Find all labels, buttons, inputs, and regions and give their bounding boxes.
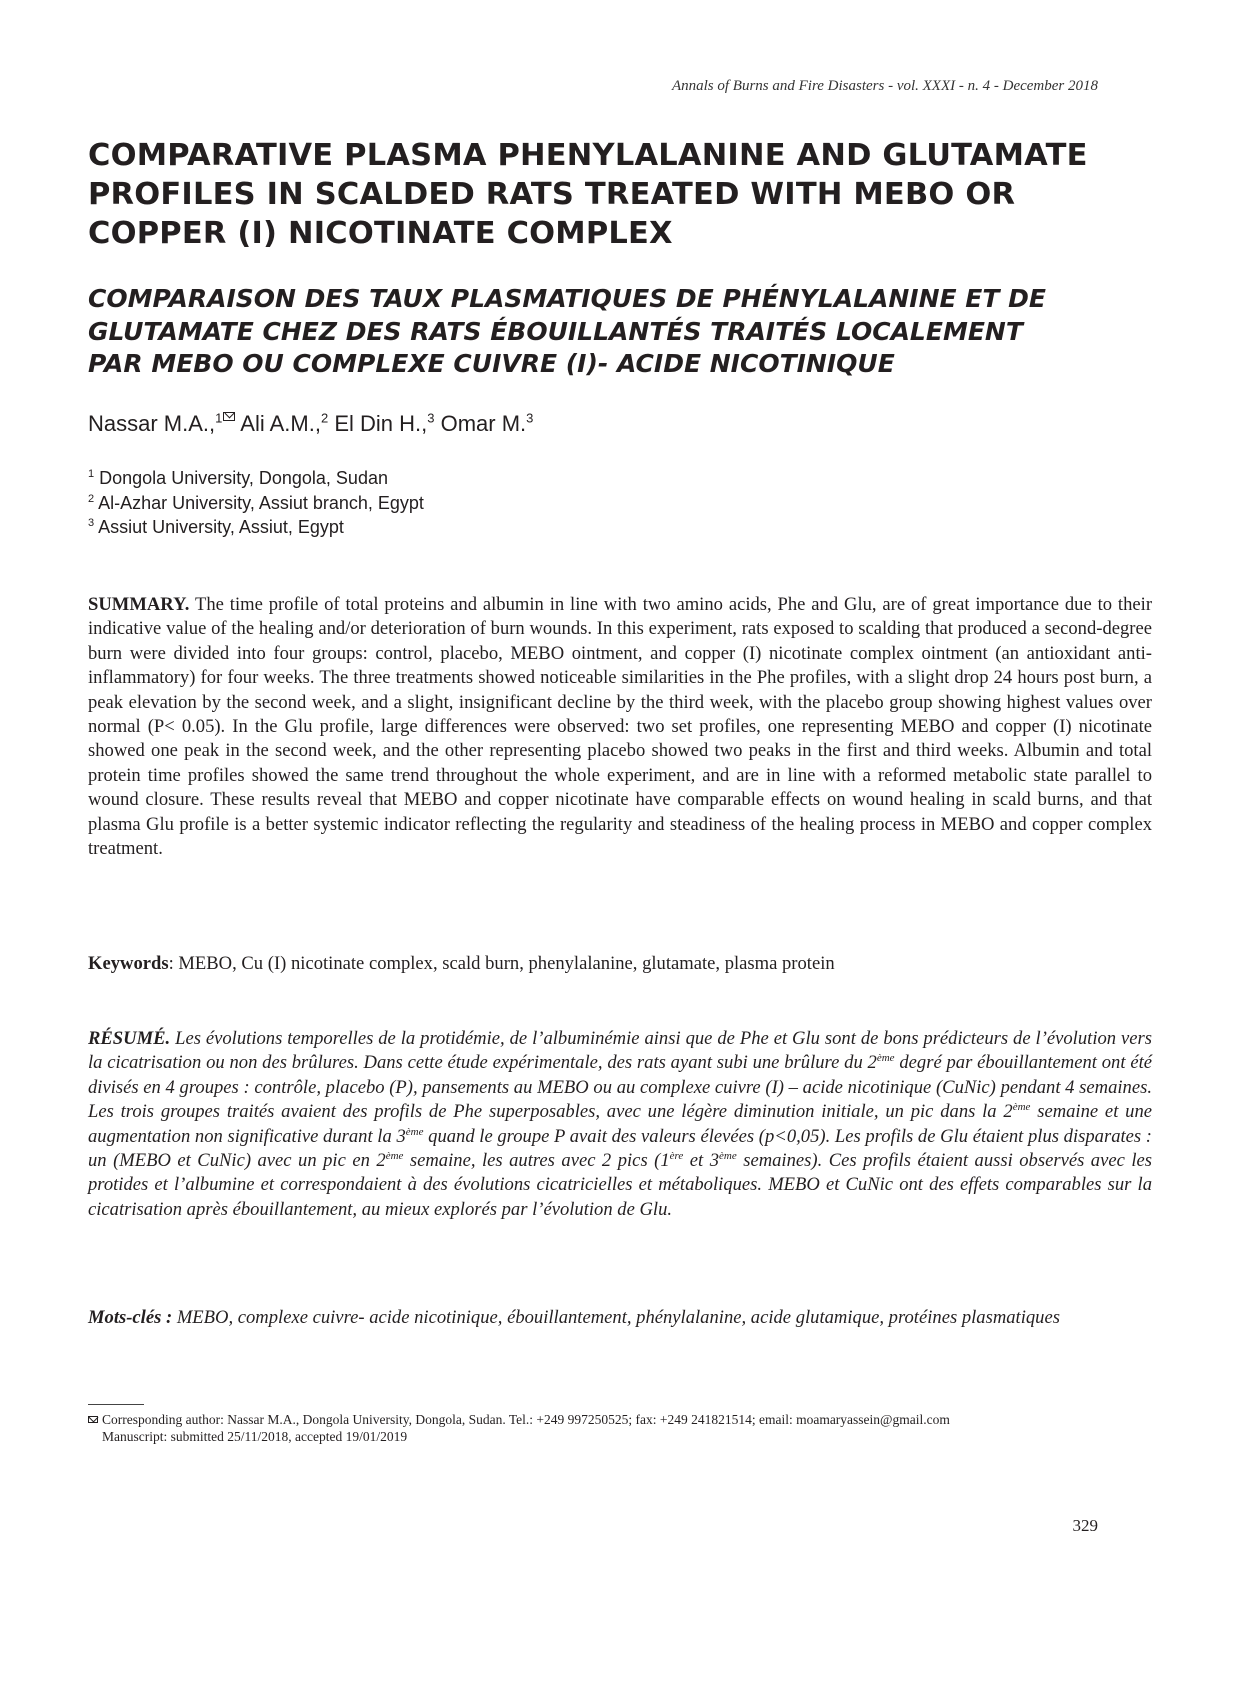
ordinal-sup: ème bbox=[876, 1052, 895, 1065]
page-number: 329 bbox=[1072, 1516, 1098, 1535]
title-fr-line: GLUTAMATE CHEZ DES RATS ÉBOUILLANTÉS TRAITÉS LOCALEMENT bbox=[88, 316, 1023, 346]
keywords-label: Keywords bbox=[88, 953, 169, 974]
keywords-text: : MEBO, Cu (I) nicotinate complex, scald burn, phenylalanine, glutamate, plasma protein bbox=[168, 953, 835, 974]
author-name: El Din H., bbox=[334, 411, 428, 436]
title-fr-line: PAR MEBO OU COMPLEXE CUIVRE (I)- ACIDE NICOTINIQUE bbox=[88, 349, 895, 378]
motscles-text: MEBO, complexe cuivre- acide nicotinique, ébouillantement, phénylalanine, acide glutamique, protéines plasmatiques bbox=[172, 1307, 1060, 1328]
footnote-divider bbox=[88, 1404, 144, 1405]
motscles-paragraph bbox=[88, 1306, 1152, 1330]
resume-text: semaine et une augmentation non significative durant la 3 bbox=[88, 1101, 1152, 1147]
envelope-icon bbox=[223, 412, 235, 421]
affiliation-text: Dongola University, Dongola, Sudan bbox=[99, 468, 388, 488]
title-line: PROFILES IN SCALDED RATS TREATED WITH MEBO OR bbox=[88, 177, 1016, 212]
author-name: Omar M. bbox=[440, 411, 527, 436]
title-line: COMPARATIVE PLASMA PHENYLALANINE AND GLUTAMATE bbox=[88, 138, 1088, 173]
affiliation bbox=[88, 491, 424, 516]
envelope-icon bbox=[88, 1416, 98, 1423]
running-head: Annals of Burns and Fire Disasters - vol. XXXI - n. 4 - December 2018 bbox=[671, 78, 1098, 94]
author-name: Nassar M.A., bbox=[88, 411, 216, 436]
ordinal-sup: ème bbox=[385, 1149, 404, 1162]
affiliation-list bbox=[88, 466, 424, 540]
author-name: Ali A.M., bbox=[240, 411, 321, 436]
summary-label: SUMMARY. bbox=[88, 594, 190, 615]
resume-text: quand le groupe P avait des valeurs élevées (p<0,05). Les profils de Glu étaient plus disparates : un (MEBO et CuNic) avec un pic en 2 bbox=[88, 1125, 1153, 1172]
resume-text: et 3 bbox=[683, 1150, 719, 1172]
ordinal-sup: ère bbox=[669, 1149, 684, 1162]
summary-text: The time profile of total proteins and albumin in line with two amino acids, Phe and Glu, are of great importance due to their indicative value of the healing and/or deterioration of burn wounds. In this experiment, rats exposed to scalding that produced a second-degree burn were divided into four groups: control, placebo, MEBO ointment, and copper (I) nicotinate complex ointment (an antioxidant anti-inflammatory) for four weeks. The three treatments showed noticeable similarities in the Phe profiles, with a slight drop 24 hours post burn, a peak elevation by the second week, and a slight, insignificant decline by the third week, with the placebo group showing highest values over normal (P< 0.05). In the Glu profile, large differences were observed: two set profiles, one representing MEBO and copper (I) nicotinate showed one peak in the second week, and the other representing placebo showed two peaks in the first and third weeks. Albumin and total protein time profiles showed the same trend throughout the whole experiment, and are in line with a reformed metabolic state parallel to wound closure. These results reveal that MEBO and copper nicotinate have comparable effects on wound healing in scald burns, and that plasma Glu profile is a better systemic indicator reflecting the regularity and steadiness of the healing process in MEBO and copper complex treatment. bbox=[88, 594, 1153, 860]
footnote-corresponding-text: Corresponding author: Nassar M.A., Dongola University, Dongola, Sudan. Tel.: +249 997250525; fax: +249 241821514; email: moamaryassein@gmail.com bbox=[102, 1412, 950, 1427]
resume-paragraph bbox=[88, 1027, 1152, 1222]
author-list bbox=[88, 411, 533, 437]
author-affiliation-sup: 1 bbox=[215, 410, 223, 426]
author-affiliation-sup: 2 bbox=[320, 410, 329, 426]
affiliation-text: Assiut University, Assiut, Egypt bbox=[98, 517, 344, 537]
affiliation-sup: 1 bbox=[88, 468, 95, 480]
article-title bbox=[88, 136, 1152, 253]
keywords-paragraph bbox=[88, 952, 1152, 976]
resume-text: Les évolutions temporelles de la protidémie, de l’albuminémie ainsi que de Phe et Glu sont de bons prédicteurs de l’évolution vers la cicatrisation ou non des brûlures. Dans cette étude expérimentale, des rats ayant subi une brûlure du 2 bbox=[88, 1028, 1152, 1074]
affiliation bbox=[88, 515, 424, 540]
author-affiliation-sup: 3 bbox=[526, 410, 534, 426]
summary-paragraph bbox=[88, 593, 1152, 861]
resume-text: semaine, les autres avec 2 pics (1 bbox=[403, 1150, 670, 1172]
affiliation bbox=[88, 466, 424, 491]
resume-text: degré par ébouillantement ont été divisés en 4 groupes : contrôle, placebo (P), pansements au MEBO ou au complexe cuivre (I) – acide nicotinique (CuNic) pendant 4 semaines. Les trois groupes traités avaient des profils de Phe superposables, avec une légère diminution initiale, un pic dans la 2 bbox=[88, 1052, 1152, 1123]
affiliation-sup: 3 bbox=[88, 517, 95, 529]
ordinal-sup: ème bbox=[405, 1125, 424, 1138]
ordinal-sup: ème bbox=[719, 1149, 737, 1162]
motscles-label: Mots-clés : bbox=[88, 1307, 173, 1328]
ordinal-sup: ème bbox=[1012, 1101, 1031, 1114]
resume-label: RÉSUMÉ. bbox=[88, 1028, 171, 1049]
footnote-manuscript: Manuscript: submitted 25/11/2018, accepted 19/01/2019 bbox=[102, 1429, 408, 1444]
title-line: COPPER (I) NICOTINATE COMPLEX bbox=[88, 216, 673, 251]
affiliation-sup: 2 bbox=[88, 492, 95, 505]
affiliation-text: Al-Azhar University, Assiut branch, Egypt bbox=[98, 492, 424, 513]
footnote-corresponding bbox=[88, 1411, 950, 1428]
author-affiliation-sup: 3 bbox=[427, 410, 435, 426]
title-fr-line: COMPARAISON DES TAUX PLASMATIQUES DE PHÉNYLALANINE ET DE bbox=[88, 284, 1046, 313]
resume-text: semaines). Ces profils étaient aussi observés avec les protides et l’albumine et correspondaient à des évolutions cicatricielles et métaboliques. MEBO et CuNic ont des effets comparables sur la cicatrisation après ébouillantement, au mieux explorés par l’évolution de Glu. bbox=[88, 1150, 1153, 1220]
article-title-french bbox=[88, 283, 1152, 381]
footnote bbox=[88, 1411, 950, 1445]
